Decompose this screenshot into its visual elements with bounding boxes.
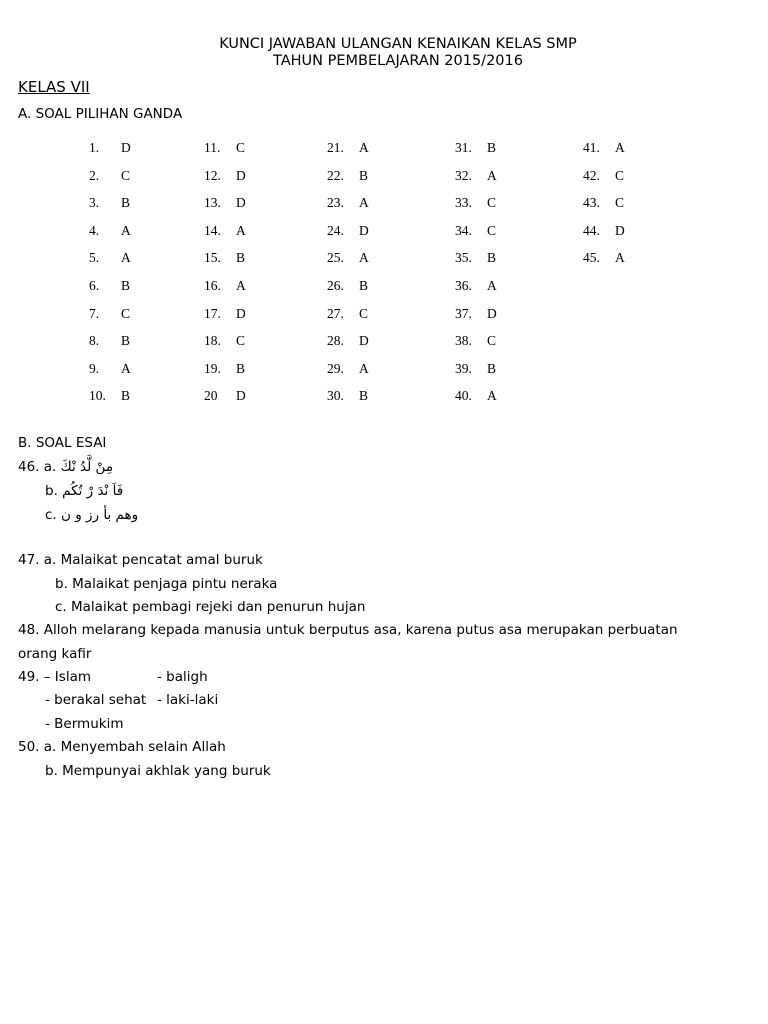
answer-item xyxy=(204,388,246,404)
answer-item xyxy=(455,361,496,377)
answer-letter: A xyxy=(487,167,497,183)
answer-number: 39. xyxy=(455,360,472,376)
answer-number: 34. xyxy=(455,222,472,238)
essay-q48-line2: orang kafir xyxy=(18,646,92,662)
answer-number: 8. xyxy=(89,333,100,349)
section-a-heading: A. SOAL PILIHAN GANDA xyxy=(18,106,183,122)
answer-letter: A xyxy=(359,140,369,155)
answer-number: 4. xyxy=(89,222,100,238)
answer-number: 45. xyxy=(583,250,600,266)
q46-b-prefix: b. xyxy=(45,483,58,499)
answer-item xyxy=(89,278,130,294)
answer-letter: C xyxy=(615,167,625,183)
answer-item xyxy=(455,250,496,266)
answer-letter: B xyxy=(121,388,131,404)
essay-q47-a: 47. a. Malaikat pencatat amal buruk xyxy=(18,552,263,568)
answer-letter: C xyxy=(121,167,131,183)
answer-letter: B xyxy=(359,278,369,293)
answer-item xyxy=(327,333,369,349)
q46-c-arabic: وهم بأ رز و ن xyxy=(61,507,139,523)
answer-letter: C xyxy=(487,333,497,349)
answer-letter: D xyxy=(236,305,246,321)
answer-number: 12. xyxy=(204,167,221,183)
answer-number: 14. xyxy=(204,222,221,238)
answer-letter: D xyxy=(236,388,246,404)
q46-prefix: 46. a. xyxy=(18,459,57,475)
answer-number: 31. xyxy=(455,140,472,155)
answer-number: 30. xyxy=(327,388,344,404)
answer-letter: D xyxy=(359,222,369,238)
answer-item xyxy=(204,361,245,377)
answer-number: 7. xyxy=(89,305,100,321)
essay-q46-c xyxy=(45,506,138,524)
answer-item xyxy=(89,306,130,322)
answer-item xyxy=(204,140,245,156)
answer-letter: A xyxy=(359,250,369,266)
answer-item xyxy=(327,250,369,266)
answer-letter: A xyxy=(121,360,131,376)
answer-item xyxy=(455,140,496,156)
answer-letter: B xyxy=(121,333,131,349)
answer-number: 15. xyxy=(204,250,221,266)
answer-number: 35. xyxy=(455,250,472,266)
answer-item xyxy=(327,361,369,377)
answer-letter: B xyxy=(359,388,369,404)
answer-item xyxy=(89,195,130,211)
answer-letter: A xyxy=(615,250,625,266)
answer-number: 6. xyxy=(89,278,100,293)
answer-item xyxy=(89,361,131,377)
answer-number: 28. xyxy=(327,333,344,349)
essay-q48-line1: 48. Alloh melarang kepada manusia untuk berputus asa, karena putus asa merupakan perbuatan xyxy=(18,622,678,638)
answer-item xyxy=(455,168,497,184)
answer-item xyxy=(204,250,245,266)
answer-letter: D xyxy=(359,333,369,349)
answer-letter: C xyxy=(121,305,131,321)
answer-item xyxy=(455,388,497,404)
essay-q47-c: c. Malaikat pembagi rejeki dan penurun hujan xyxy=(55,599,366,615)
answer-item xyxy=(455,333,496,349)
answer-number: 26. xyxy=(327,278,344,293)
essay-q49-laki: - laki-laki xyxy=(157,692,219,708)
answer-item xyxy=(327,388,368,404)
answer-letter: A xyxy=(236,278,246,293)
answer-item xyxy=(204,278,246,294)
answer-item xyxy=(327,306,368,322)
answer-item xyxy=(89,140,131,156)
answer-letter: D xyxy=(487,305,497,321)
answer-letter: B xyxy=(359,167,369,183)
answer-item xyxy=(583,140,625,156)
answer-number: 1. xyxy=(89,140,100,155)
answer-letter: A xyxy=(359,360,369,376)
answer-number: 21. xyxy=(327,140,344,155)
essay-q46-a xyxy=(18,458,113,476)
answer-number: 36. xyxy=(455,278,472,293)
essay-q49-islam: 49. – Islam xyxy=(18,669,91,685)
answer-item xyxy=(89,333,130,349)
answer-item xyxy=(204,168,246,184)
answer-number: 37. xyxy=(455,305,472,321)
answer-letter: A xyxy=(121,222,131,238)
answer-letter: B xyxy=(487,360,497,376)
answer-item xyxy=(327,140,369,156)
answer-letter: D xyxy=(121,140,131,155)
answer-letter: B xyxy=(121,195,131,211)
answer-number: 33. xyxy=(455,195,472,211)
answer-letter: C xyxy=(487,195,497,211)
answer-letter: A xyxy=(615,140,625,155)
answer-letter: B xyxy=(121,278,131,293)
answer-item xyxy=(89,250,131,266)
answer-letter: A xyxy=(487,278,497,293)
answer-number: 27. xyxy=(327,305,344,321)
answer-number: 13. xyxy=(204,195,221,211)
answer-letter: A xyxy=(236,222,246,238)
answer-letter: B xyxy=(236,250,246,266)
answer-number: 44. xyxy=(583,222,600,238)
answer-letter: C xyxy=(487,222,497,238)
answer-number: 18. xyxy=(204,333,221,349)
answer-number: 25. xyxy=(327,250,344,266)
answer-number: 2. xyxy=(89,167,100,183)
title-line-2: TAHUN PEMBELAJARAN 2015/2016 xyxy=(273,53,523,69)
answer-item xyxy=(327,223,369,239)
title-line-1: KUNCI JAWABAN ULANGAN KENAIKAN KELAS SMP xyxy=(219,36,577,52)
answer-item xyxy=(583,223,625,239)
answer-item xyxy=(89,388,130,404)
essay-q47-b: b. Malaikat penjaga pintu neraka xyxy=(55,576,278,592)
section-b-heading: B. SOAL ESAI xyxy=(18,435,107,451)
answer-letter: C xyxy=(359,305,369,321)
answer-number: 22. xyxy=(327,167,344,183)
answer-letter: D xyxy=(615,222,625,238)
answer-number: 3. xyxy=(89,195,100,211)
answer-letter: B xyxy=(487,250,497,266)
answer-item xyxy=(455,278,497,294)
answer-letter: D xyxy=(236,195,246,211)
answer-number: 40. xyxy=(455,388,472,404)
answer-item xyxy=(583,250,625,266)
answer-number: 29. xyxy=(327,360,344,376)
answer-number: 5. xyxy=(89,250,100,266)
answer-number: 10. xyxy=(89,388,106,404)
answer-letter: A xyxy=(359,195,369,211)
answer-item xyxy=(455,195,496,211)
answer-number: 16. xyxy=(204,278,221,293)
answer-item xyxy=(204,195,246,211)
answer-number: 42. xyxy=(583,167,600,183)
answer-letter: A xyxy=(121,250,131,266)
q46-a-arabic: مِنْ لَّدُ نْكَ xyxy=(60,459,114,475)
essay-q49-bermukim: - Bermukim xyxy=(45,716,124,732)
answer-number: 32. xyxy=(455,167,472,183)
answer-letter: B xyxy=(487,140,497,155)
answer-item xyxy=(327,168,368,184)
answer-item xyxy=(583,168,624,184)
q46-b-arabic: فَاَ نْدَ رْ تُكُم xyxy=(62,483,124,499)
answer-number: 41. xyxy=(583,140,600,155)
answer-item xyxy=(583,195,624,211)
essay-q50-b: b. Mempunyai akhlak yang buruk xyxy=(45,763,271,779)
answer-letter: A xyxy=(487,388,497,404)
answer-item xyxy=(455,223,496,239)
answer-item xyxy=(204,306,246,322)
answer-item xyxy=(327,195,369,211)
answer-number: 38. xyxy=(455,333,472,349)
answer-item xyxy=(455,306,497,322)
answer-letter: B xyxy=(236,360,246,376)
answer-number: 11. xyxy=(204,140,221,155)
essay-q50-a: 50. a. Menyembah selain Allah xyxy=(18,739,226,755)
answer-letter: C xyxy=(236,140,246,155)
q46-c-prefix: c. xyxy=(45,507,57,523)
answer-number: 9. xyxy=(89,360,100,376)
answer-number: 19. xyxy=(204,360,221,376)
class-heading: KELAS VII xyxy=(18,78,90,96)
answer-number: 23. xyxy=(327,195,344,211)
answer-item xyxy=(89,223,131,239)
answer-number: 20 xyxy=(204,388,218,404)
answer-number: 24. xyxy=(327,222,344,238)
answer-letter: D xyxy=(236,167,246,183)
answer-letter: C xyxy=(236,333,246,349)
answer-number: 43. xyxy=(583,195,600,211)
essay-q49-baligh: - baligh xyxy=(157,669,208,685)
answer-item xyxy=(204,333,245,349)
answer-number: 17. xyxy=(204,305,221,321)
answer-item xyxy=(327,278,368,294)
answer-letter: C xyxy=(615,195,625,211)
answer-item xyxy=(89,168,130,184)
essay-q46-b xyxy=(45,482,123,500)
essay-q49-berakal: - berakal sehat xyxy=(45,692,147,708)
answer-item xyxy=(204,223,246,239)
